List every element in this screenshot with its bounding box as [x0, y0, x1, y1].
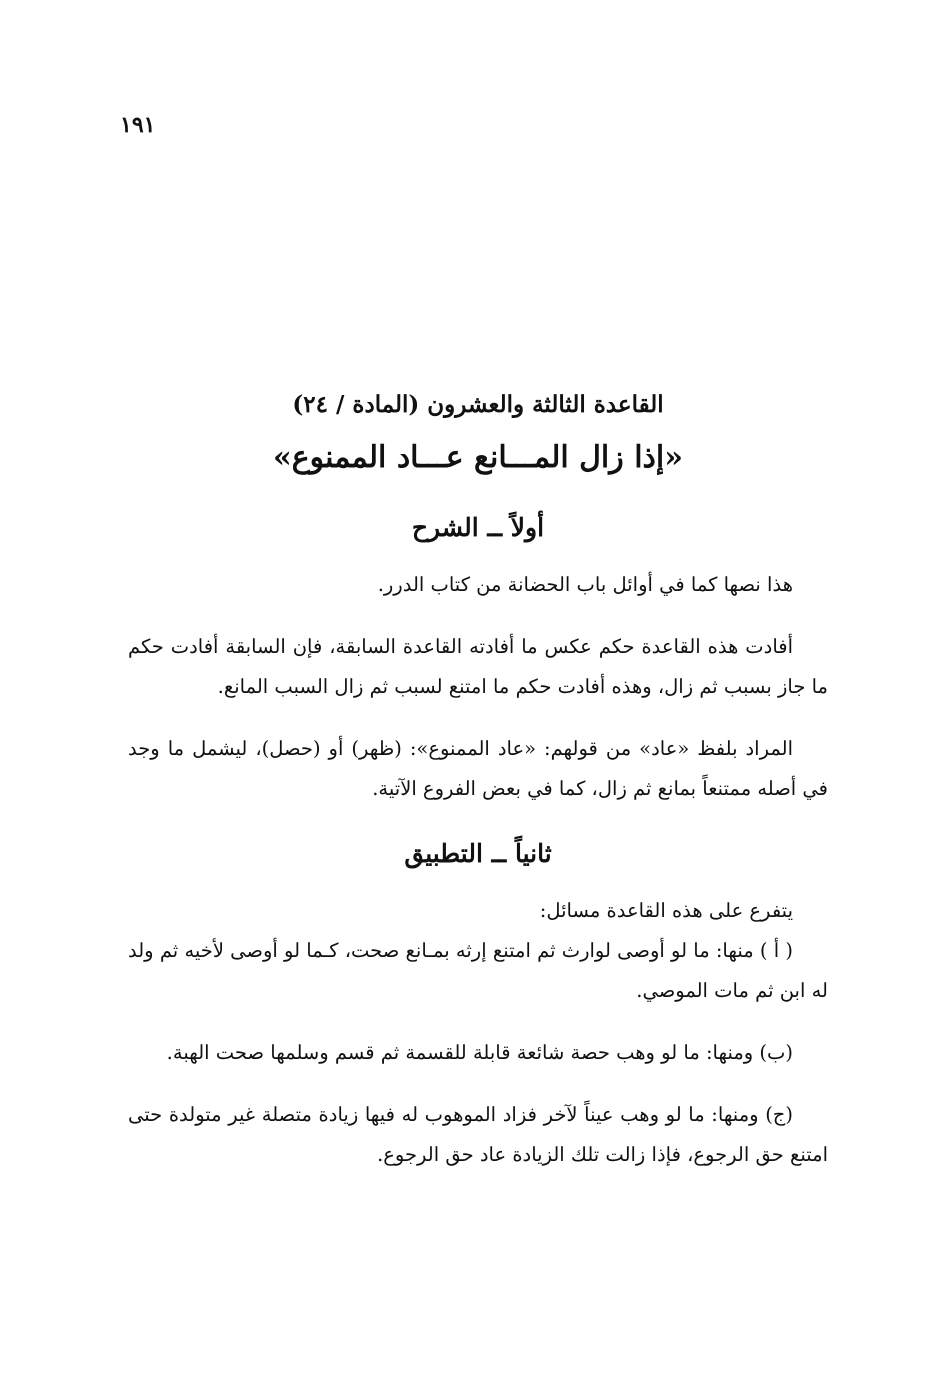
paragraph: هذا نصها كما في أوائل باب الحضانة من كتاب الدرر.	[377, 573, 793, 596]
section-heading-explanation: أولاً ــ الشرح	[411, 513, 545, 542]
intro-paragraph: يتفرع على هذه القاعدة مسائل:	[539, 899, 793, 922]
list-item: (ب) ومنها: ما لو وهب حصة شائعة قابلة للقسمة ثم قسم وسلمها صحت الهبة.	[166, 1041, 793, 1064]
paragraph: المراد بلفظ «عاد» من قولهم: «عاد الممنوع»: (ظهر) أو (حصل)، ليشمل ما وجد في أصله ممتنعاً بمانع ثم زال، كما في بعض الفروع الآتية.	[128, 737, 828, 800]
rule-quote: «إذا زال المـــانع عـــاد الممنوع»	[273, 440, 683, 475]
section-heading-application: ثانياً ــ التطبيق	[404, 839, 552, 868]
rule-title: القاعدة الثالثة والعشرون (المادة / ٢٤)	[292, 391, 664, 418]
page-number: ١٩١	[120, 112, 156, 138]
list-item: ( أ ) منها: ما لو أوصى لوارث ثم امتنع إرثه بمـانع صحت، كـما لو أوصى لأخيه ثم ولد له ابن ثم مات الموصي.	[128, 939, 828, 1002]
list-item: (ج) ومنها: ما لو وهب عيناً لآخر فزاد الموهوب له فيها زيادة متصلة غير متولدة حتى امتنع حق الرجوع، فإذا زالت تلك الزيادة عاد حق الرجوع.	[128, 1103, 828, 1166]
paragraph: أفادت هذه القاعدة حكم عكس ما أفادته القاعدة السابقة، فإن السابقة أفادت حكم ما جاز بسبب ثم زال، وهذه أفادت حكم ما امتنع لسبب ثم زال السبب المانع.	[128, 635, 828, 698]
page-content	[128, 385, 828, 1197]
